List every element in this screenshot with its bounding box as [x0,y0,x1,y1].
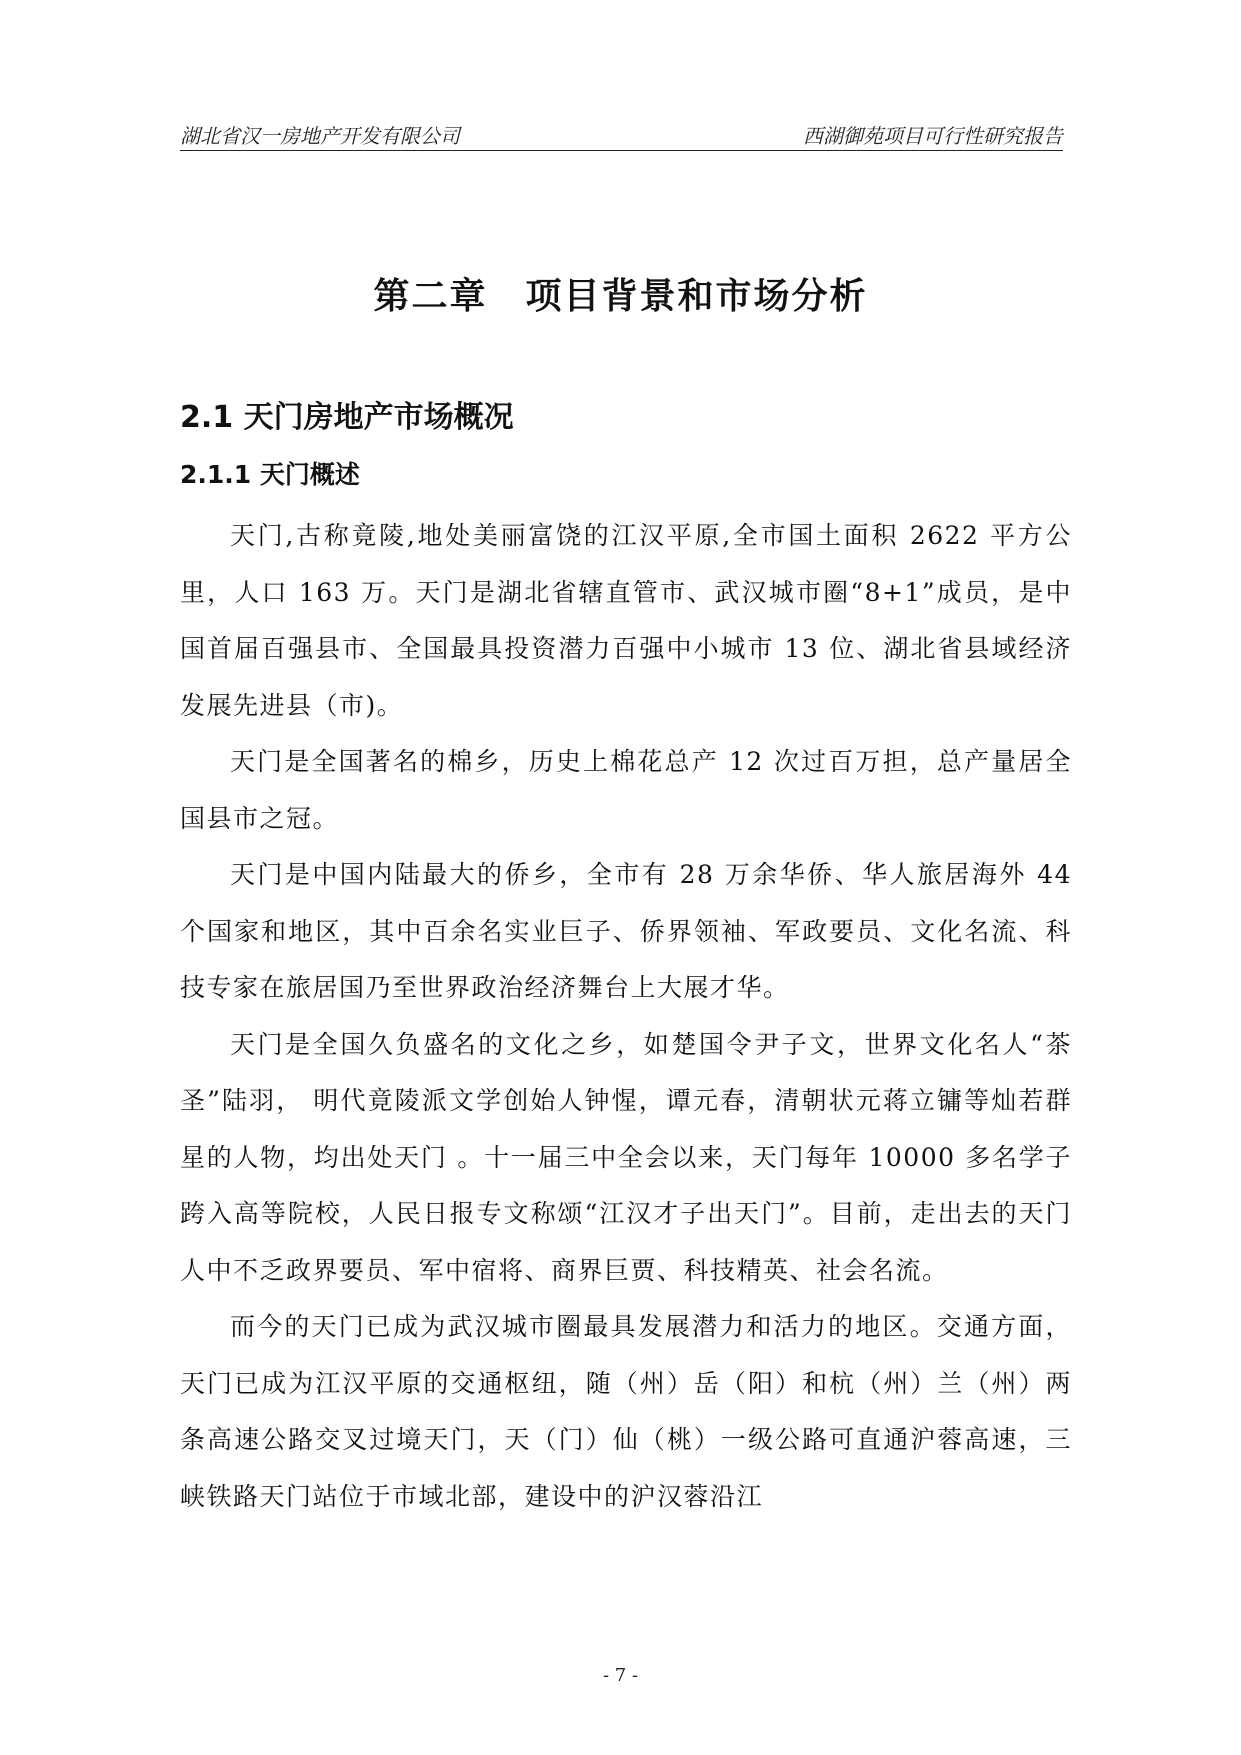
chapter-number: 第二章 [373,276,488,317]
page-number: - 7 - [602,1665,639,1686]
header-report-title: 西湖御苑项目可行性研究报告 [803,124,1063,148]
paragraph: 天门,古称竟陵,地处美丽富饶的江汉平原,全市国土面积 2622 平方公里，人口 163 万。天门是湖北省辖直管市、武汉城市圈“8+1”成员，是中国首届百强县市、全国最具投资潜力百强中小城市 13 位、湖北省县域经济发展先进县（市)。 [180,521,1072,720]
chapter-title [0,268,1241,319]
page-header [180,116,1063,151]
paragraph: 天门是全国久负盛名的文化之乡，如楚国令尹子文，世界文化名人“茶圣”陆羽， 明代竟陵派文学创始人钟惺，谭元春，清朝状元蒋立镛等灿若群星的人物，均出处天门 。十一届三中全会以来，天门每年 10000 多名学子跨入高等院校，人民日报专文称颂“江汉才子出天门”。目前，走出去的天门人中不乏政界要员、军中宿将、商界巨贾、科技精英、社会名流。 [180,1029,1072,1285]
subsection-heading: 2.1.1 天门概述 [180,460,360,489]
paragraph: 天门是中国内陆最大的侨乡，全市有 28 万余华侨、华人旅居海外 44 个国家和地区，其中百余名实业巨子、侨界领袖、军政要员、文化名流、科技专家在旅居国乃至世界政治经济舞台上大展才华。 [180,860,1072,1002]
header-company-name: 湖北省汉一房地产开发有限公司 [180,124,460,148]
chapter-name: 项目背景和市场分析 [525,276,868,317]
paragraph: 天门是全国著名的棉乡，历史上棉花总产 12 次过百万担，总产量居全国县市之冠。 [180,747,1072,833]
body-text [180,508,1072,1525]
paragraph: 而今的天门已成为武汉城市圈最具发展潜力和活力的地区。交通方面，天门已成为江汉平原的交通枢纽，随（州）岳（阳）和杭（州）兰（州）两条高速公路交叉过境天门，天（门）仙（桃）一级公路可直通沪蓉高速，三峡铁路天门站位于市域北部，建设中的沪汉蓉沿江 [180,1312,1072,1511]
section-heading: 2.1 天门房地产市场概况 [180,400,514,435]
